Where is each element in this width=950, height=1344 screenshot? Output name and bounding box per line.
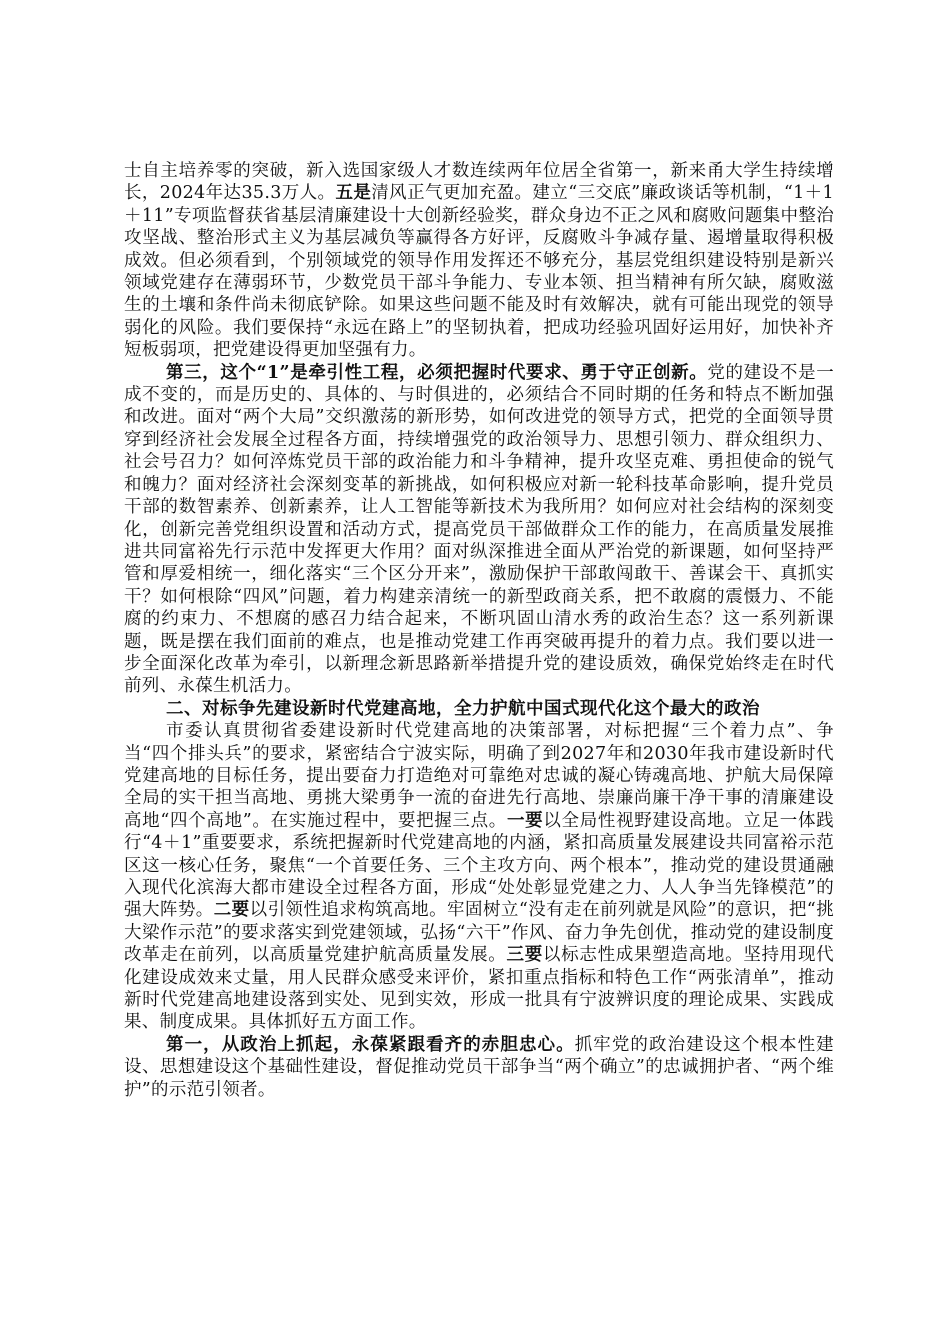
- paragraph-2: [124, 362, 834, 698]
- paragraph-3-text-a: 市委认真贯彻省委建设新时代党建高地的决策部署，对标把握“三个着力点”、争当“四个排头兵”的要求，紧密结合宁波实际，明确了到2027年和2030年我市建设新时代党建高地的目标任务，提出要奋力打造绝对可靠绝对忠诚的凝心铸魂高地、护航大局保障全局的实干担当高地、勇挑大梁勇争一流的奋进先行高地、崇廉尚廉干净干事的清廉建设高地“四个高地”。在实施过程中，要把握三点。: [124, 721, 834, 831]
- section-heading-2: 二、对标争先建设新时代党建高地，全力护航中国式现代化这个最大的政治: [166, 698, 760, 719]
- paragraph-3-bold-a: 一要: [507, 810, 544, 831]
- paragraph-3-bold-c: 三要: [506, 945, 543, 966]
- paragraph-3-text-d: 以标志性成果塑造高地。坚持用现代化建设成效来丈量，用人民群众感受来评价，紧扣重点指标和特色工作“两张清单”，推动新时代党建高地建设落到实处、见到实效，形成一批具有宁波辨识度的理论成果、实践成果、制度成果。具体抓好五方面工作。: [124, 945, 834, 1033]
- paragraph-3-text-b: 以全局性视野建设高地。立足一体践行“4＋1”重要要求，系统把握新时代党建高地的内涵，紧扣高质量发展建设共同富裕示范区这一核心任务，聚焦“一个首要任务、三个主攻方向、两个根本”，推动党的建设贯通融入现代化滨海大都市建设全过程各方面，形成“处处彰显党建之力、人人争当先锋模范”的强大阵势。: [124, 810, 834, 921]
- paragraph-3: [124, 720, 834, 1034]
- paragraph-1-text-b: 清风正气更加充盈。建立“三交底”廉政谈话等机制，“1＋1＋11”专项监督获省基层清廉建设十大创新经验奖，群众身边不正之风和腐败问题集中整治攻坚战、整治形式主义为基层减负等赢得各方好评，反腐败斗争减存量、遏增量取得积极成效。但必须看到，个别领域党的领导作用发挥还不够充分，基层党组织建设特别是新兴领域党建存在薄弱环节，少数党员干部斗争能力、专业本领、担当精神有所欠缺，腐败滋生的土壤和条件尚未彻底铲除。如果这些问题不能及时有效解决，就有可能出现党的领导弱化的风险。我们要保持“永远在路上”的坚韧执着，把成功经验巩固好运用好，加快补齐短板弱项，把党建设得更加坚强有力。: [124, 183, 834, 361]
- paragraph-2-lead: 第三，这个“1”是牵引性工程，必须把握时代要求、勇于守正创新。: [166, 362, 708, 383]
- paragraph-4-text: 抓牢党的政治建设这个根本性建设、思想建设这个基础性建设，督促推动党员干部争当“两个确立”的忠诚拥护者、“两个维护”的示范引领者。: [124, 1034, 834, 1100]
- paragraph-4: [124, 1034, 834, 1101]
- paragraph-3-bold-b: 二要: [213, 900, 250, 921]
- paragraph-1: [124, 160, 834, 362]
- paragraph-3-text-c: 以引领性追求构筑高地。牢固树立“没有走在前列就是风险”的意识，把“挑大梁作示范”的要求落实到党建领域，弘扬“六干”作风、奋力争先创优，推动党的建设制度改革走在前列，以高质量党建护航高质量发展。: [124, 900, 834, 966]
- paragraph-4-lead: 第一，从政治上抓起，永葆紧跟看齐的赤胆忠心。: [166, 1034, 575, 1055]
- paragraph-1-text-a: 士自主培养零的突破，新入选国家级人才数连续两年位居全省第一，新来甬大学生持续增长，2024年达35.3万人。: [124, 161, 834, 204]
- paragraph-2-text: 党的建设不是一成不变的，而是历史的、具体的、与时俱进的，必须结合不同时期的任务和特点不断加强和改进。面对“两个大局”交织激荡的新形势，如何改进党的领导方式，把党的全面领导贯穿到经济社会发展全过程各方面，持续增强党的政治领导力、思想引领力、群众组织力、社会号召力？如何淬炼党员干部的政治能力和斗争精神，提升攻坚克难、勇担使命的锐气和魄力？面对经济社会深刻变革的新挑战，如何积极应对新一轮科技革命影响，提升党员干部的数智素养、创新素养，让人工智能等新技术为我所用？如何应对社会结构的深刻变化，创新完善党组织设置和活动方式，提高党员干部做群众工作的能力，在高质量发展推进共同富裕先行示范中发挥更大作用？面对纵深推进全面从严治党的新课题，如何坚持严管和厚爱相统一，细化落实“三个区分开来”，激励保护干部敢闯敢干、善谋会干、真抓实干？如何根除“四风”问题，着力构建亲清统一的新型政商关系，把不敢腐的震慑力、不能腐的约束力、不想腐的感召力结合起来，不断巩固山清水秀的政治生态？这一系列新课题，既是摆在我们面前的难点，也是推动党建工作再突破再提升的着力点。我们要以进一步全面深化改革为牵引，以新理念新思路新举措提升党的建设质效，确保党始终走在时代前列、永葆生机活力。: [124, 362, 834, 697]
- paragraph-1-bold-a: 五是: [335, 183, 372, 204]
- document-body: [124, 160, 834, 1101]
